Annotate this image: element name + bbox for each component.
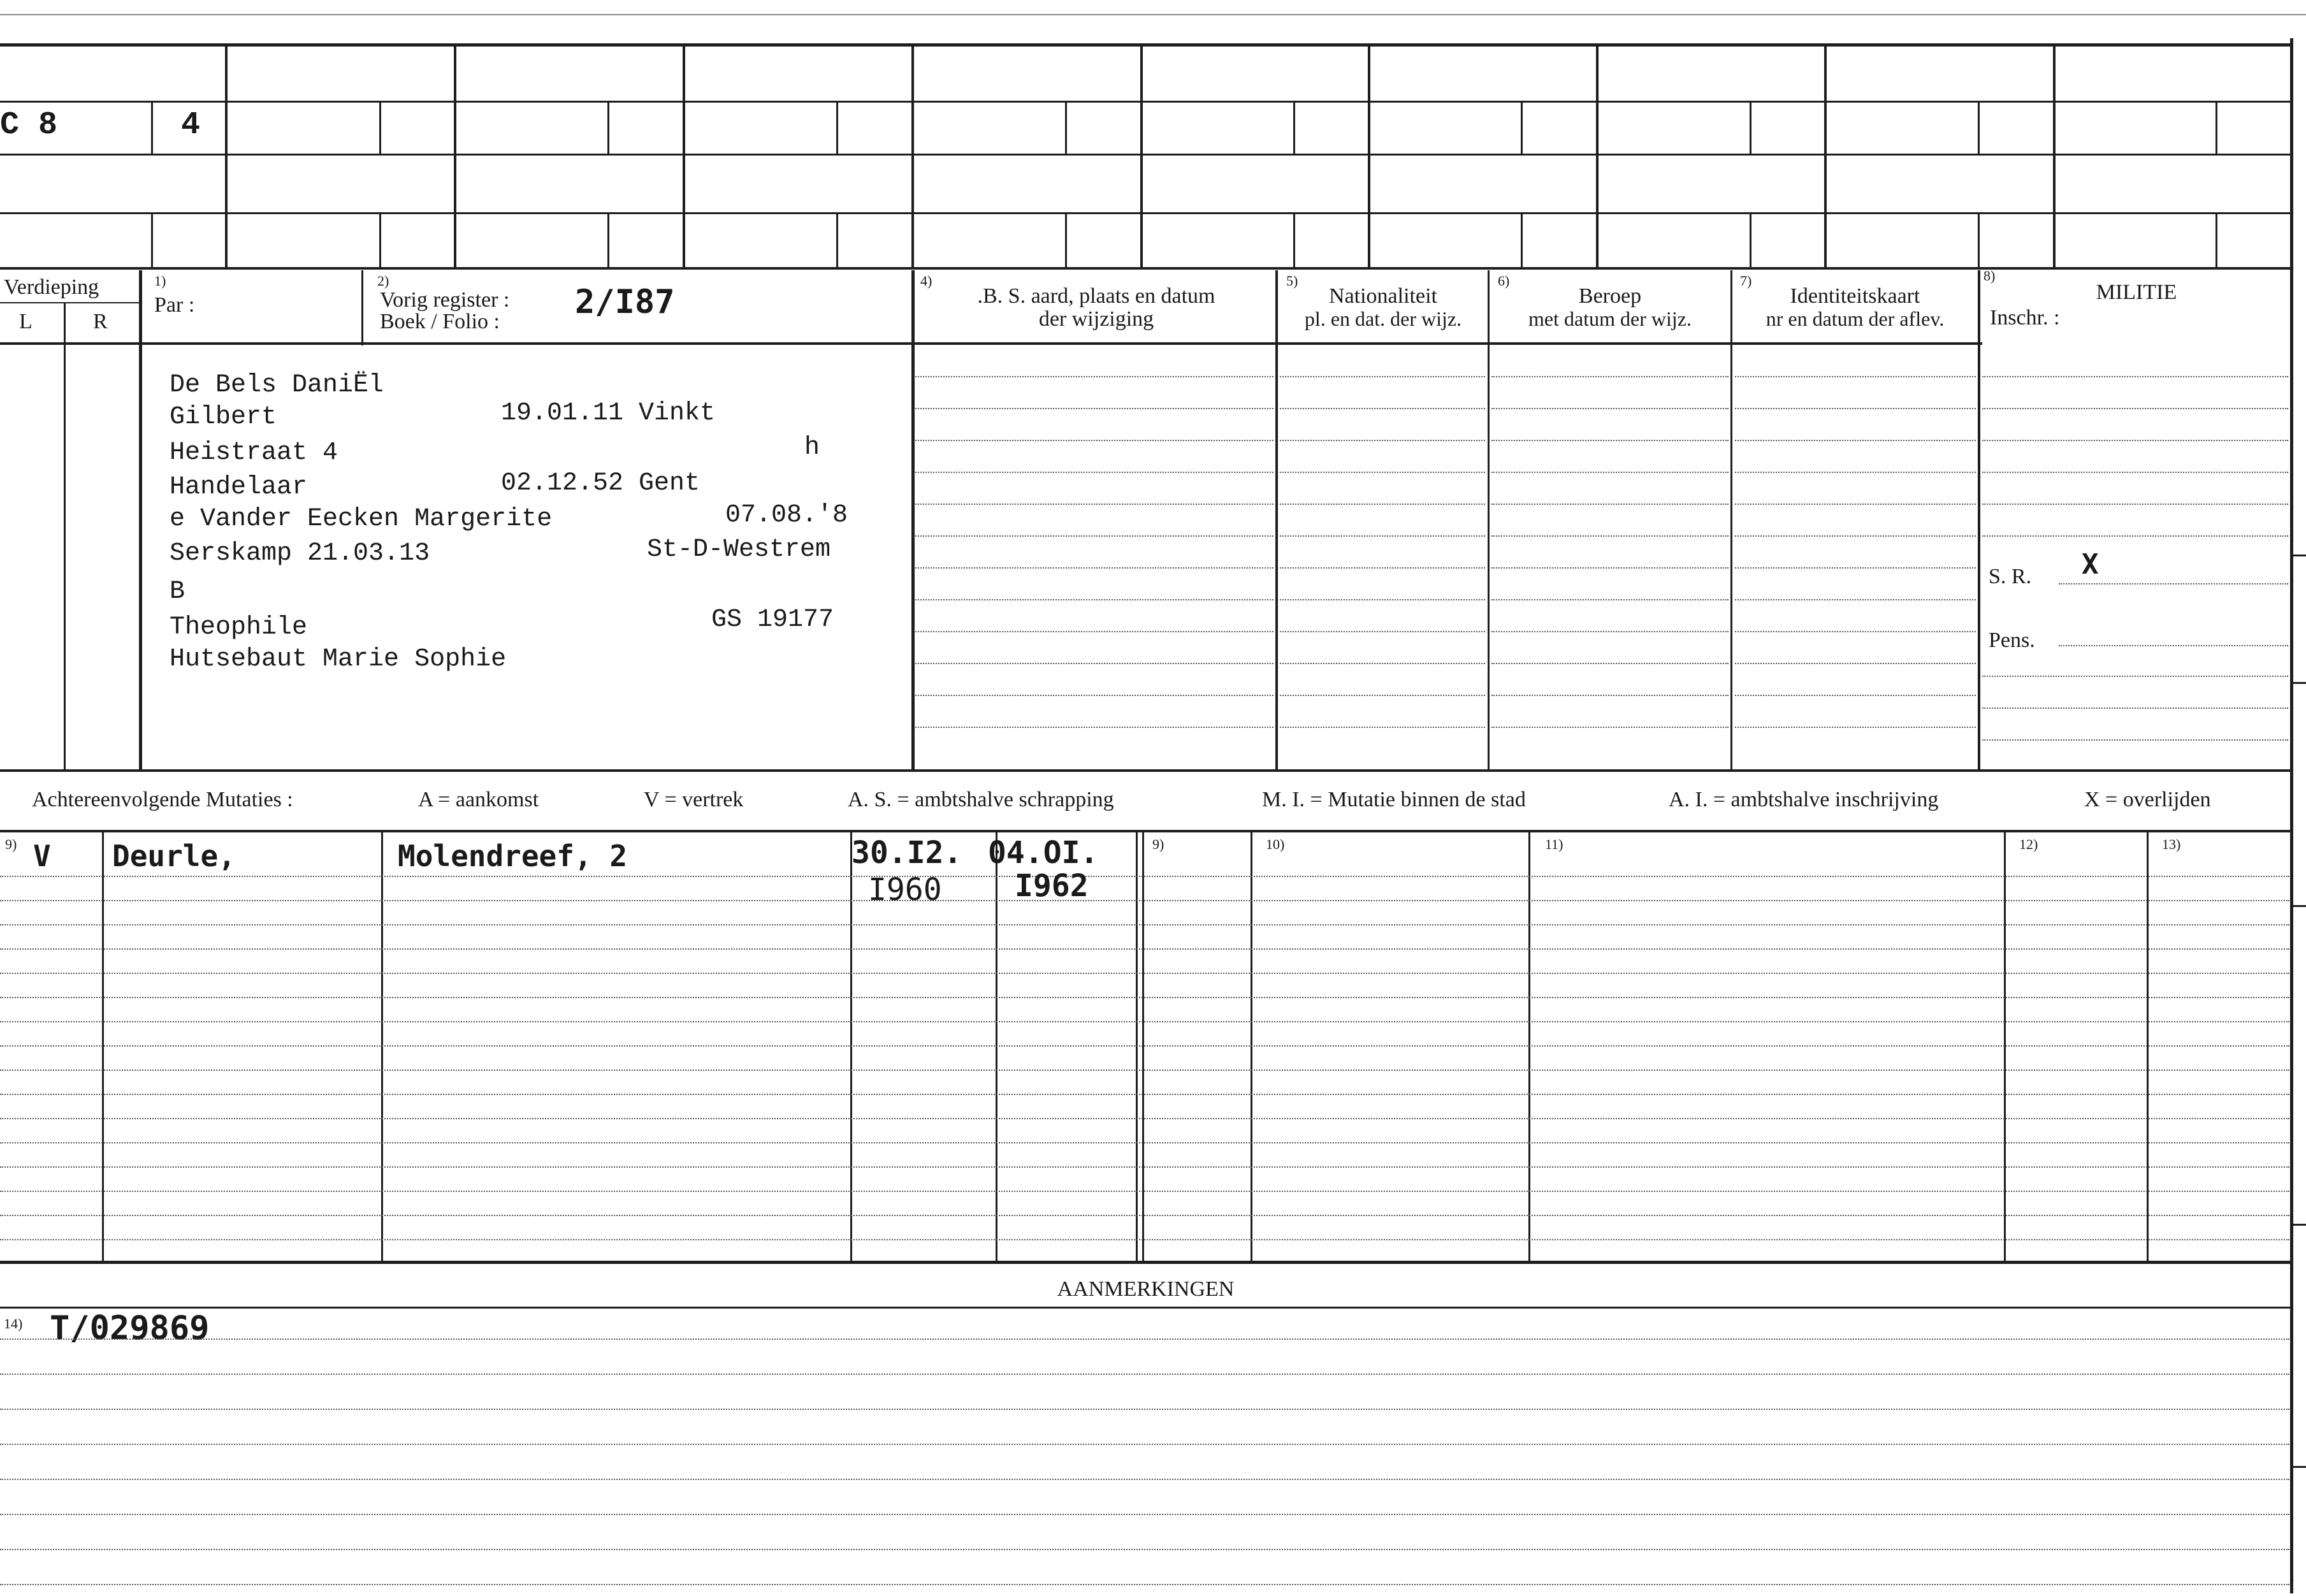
person-line-mid: 02.12.52 Gent bbox=[501, 469, 700, 498]
mutation-year-to: I962 bbox=[1015, 868, 1089, 904]
registration-card: C 8 4 Verdieping L R 1) Par : 2) Vorig register : Boek / Folio : 2/I87 4) .B. S. aard, plaats en datum der wijziging 5) Nationaliteit pl. en dat. der wijz. 6) Beroep met datum der wijz. 7) Identiteitskaart nr en datum der aflev. 8) MILITIE Inschr. : S. R. X Pens. De Bels DaniЁl Gilbert 19.01.11 Vinkt Heistraat 4 h Handelaar 02.12.52 Gent e Vander Eecken Margerite 07.08.'8 Serskamp 21.03.13 St-D-Westrem B Theophile GS 19177 Hutsebaut Marie Sophie Achtereenvolgende Mutaties : A = aankomst V = vertrek A. S. = ambtshalve schrapping M. I. = Mutatie binnen de stad A. I. = ambtshalve inschrijving X = overlijden 9) 9) 10) 11) 12) 13) V Deurle, Molendreef, 2 30.I2. I960 04.OI. I962 AANMERKINGEN 14) T/029869 bbox=[0, 0, 2306, 1596]
bs-header-line2: der wijziging bbox=[1038, 307, 1154, 331]
mutation-table-bottom bbox=[0, 1261, 2291, 1264]
boek-folio-label: Boek / Folio : bbox=[380, 310, 500, 333]
identiteitskaart-header: Identiteitskaart bbox=[1790, 284, 1920, 308]
top-edge bbox=[0, 14, 2306, 15]
header-number: 4 bbox=[181, 107, 201, 143]
person-line: e Vander Eecken Margerite bbox=[170, 505, 553, 533]
nationaliteit-header: Nationaliteit bbox=[1329, 284, 1437, 308]
sr-value: X bbox=[2082, 548, 2099, 581]
person-line-mid: 19.01.11 Vinkt bbox=[501, 399, 716, 428]
mutation-type: V bbox=[33, 839, 51, 873]
pens-label: Pens. bbox=[1989, 628, 2035, 652]
mutation-date-from: 30.I2. bbox=[852, 835, 962, 871]
legend-v: V = vertrek bbox=[644, 788, 744, 811]
nationaliteit-sub: pl. en dat. der wijz. bbox=[1304, 307, 1462, 330]
mutaties-label: Achtereenvolgende Mutaties : bbox=[32, 788, 293, 811]
col-header-bottom bbox=[0, 342, 1982, 345]
header-grid-top bbox=[0, 43, 2291, 47]
legend-x: X = overlijden bbox=[2084, 788, 2211, 811]
person-line-right: 07.08.'8 bbox=[725, 501, 848, 530]
mutation-table-top bbox=[0, 830, 2291, 832]
aanmerkingen-value: T/029869 bbox=[50, 1309, 210, 1347]
beroep-sub: met datum der wijz. bbox=[1528, 307, 1692, 330]
person-line-right: h bbox=[804, 433, 820, 462]
identiteitskaart-sub: nr en datum der aflev. bbox=[1766, 307, 1945, 330]
card-right-border bbox=[2290, 38, 2293, 1593]
verdieping-label: Verdieping bbox=[4, 275, 99, 299]
person-line: Hutsebaut Marie Sophie bbox=[170, 645, 507, 674]
vorig-register-value: 2/I87 bbox=[575, 283, 675, 321]
person-line: B bbox=[170, 577, 185, 606]
person-line: Theophile bbox=[170, 613, 308, 642]
verdieping-r: R bbox=[93, 310, 108, 333]
person-line: Heistraat 4 bbox=[170, 439, 338, 467]
person-line: Serskamp 21.03.13 bbox=[170, 539, 430, 568]
mutation-year-from: I960 bbox=[868, 872, 942, 908]
person-line-right: St-D-Westrem bbox=[647, 535, 831, 564]
mutation-place: Deurle, bbox=[112, 839, 236, 873]
legend-a: A = aankomst bbox=[418, 788, 539, 811]
inschr-label: Inschr. : bbox=[1990, 306, 2060, 330]
sr-label: S. R. bbox=[1989, 565, 2032, 588]
person-line: De Bels DaniЁl bbox=[170, 371, 384, 400]
mutation-street: Molendreef, 2 bbox=[398, 839, 628, 873]
legend-mi: M. I. = Mutatie binnen de stad bbox=[1262, 788, 1526, 811]
mutation-date-to: 04.OI. bbox=[988, 835, 1099, 871]
bs-header-line1: .B. S. aard, plaats en datum bbox=[977, 284, 1215, 308]
verdieping-l: L bbox=[19, 310, 33, 333]
header-code: C 8 bbox=[0, 107, 58, 143]
mutaties-top bbox=[0, 769, 2291, 772]
person-line-right: GS 19177 bbox=[711, 606, 834, 634]
militie-header: MILITIE bbox=[2096, 280, 2177, 304]
beroep-header: Beroep bbox=[1578, 284, 1642, 308]
aanmerkingen-title: AANMERKINGEN bbox=[1057, 1277, 1235, 1301]
person-line: Handelaar bbox=[170, 473, 308, 502]
person-line: Gilbert bbox=[170, 403, 277, 432]
par-label: Par : bbox=[154, 293, 195, 317]
vorig-register-label: Vorig register : bbox=[380, 288, 510, 312]
legend-ai: A. I. = ambtshalve inschrijving bbox=[1669, 788, 1939, 811]
legend-as: A. S. = ambtshalve schrapping bbox=[848, 788, 1114, 811]
